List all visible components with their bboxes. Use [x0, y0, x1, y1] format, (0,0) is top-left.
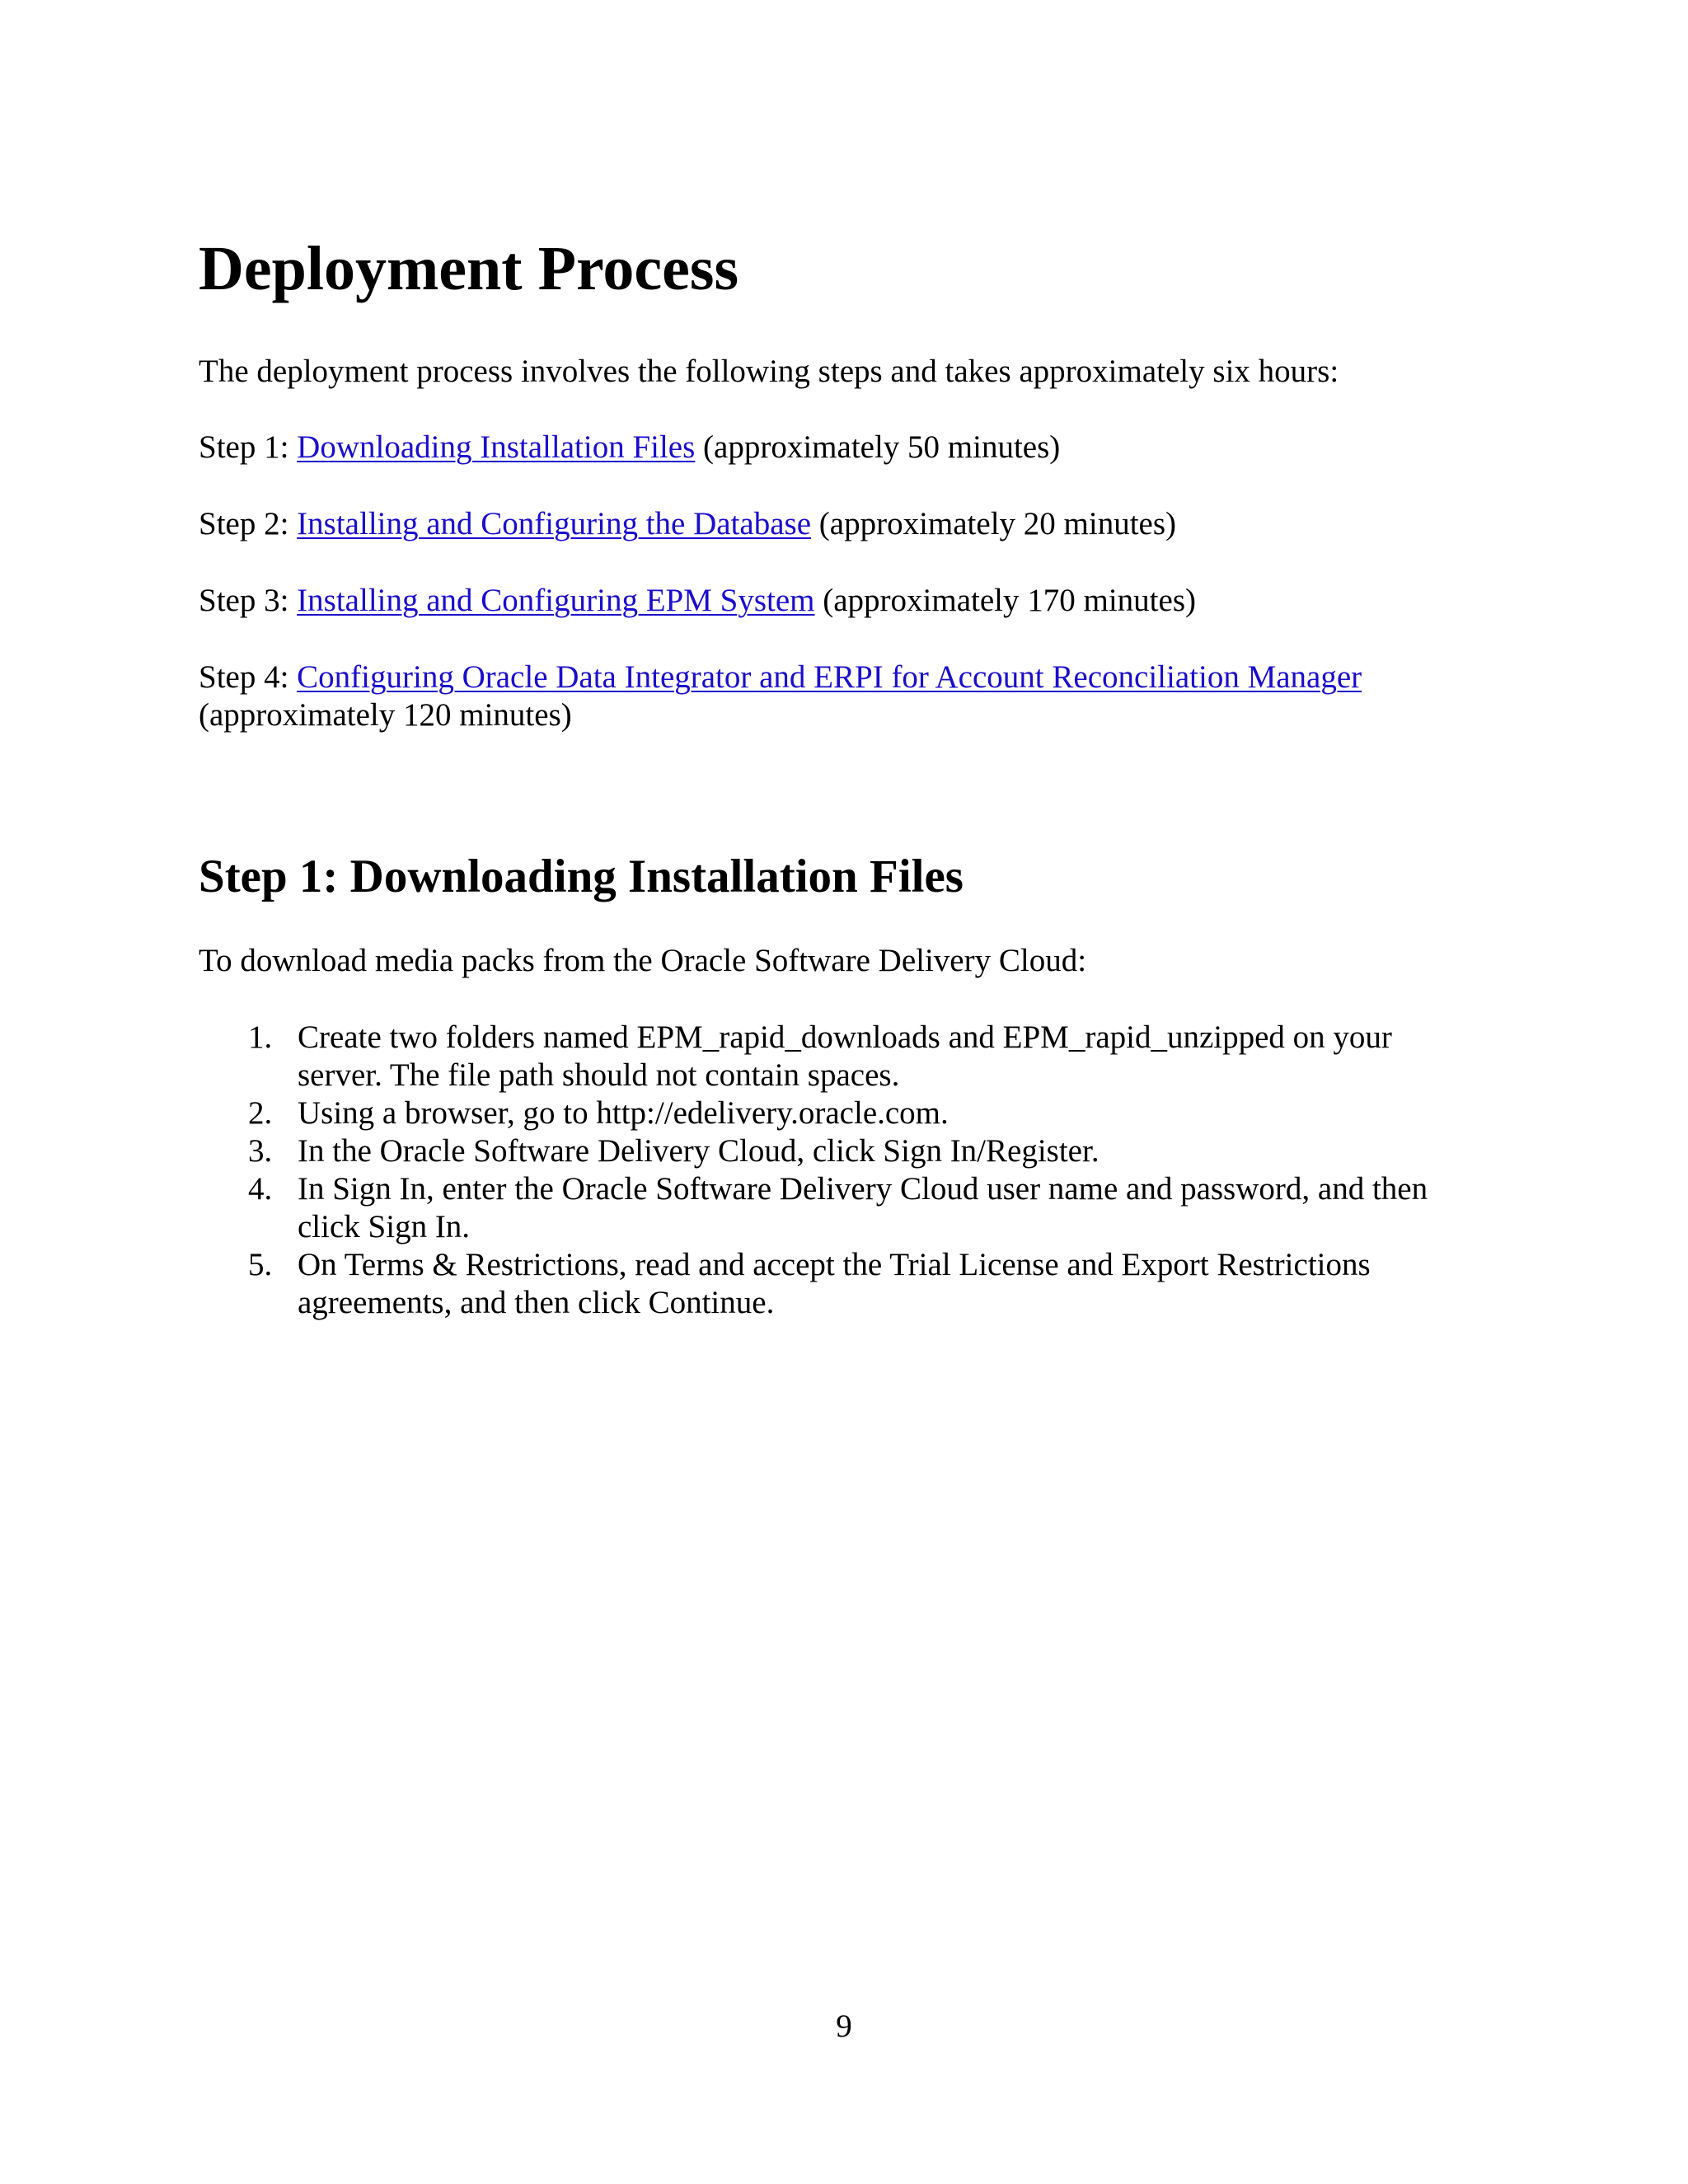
step-3-duration: (approximately 170 minutes) [814, 583, 1196, 618]
list-item-text: Create two folders named EPM_rapid_downloads and EPM_rapid_unzipped on your [298, 1019, 1392, 1055]
step-4-duration: (approximately 120 minutes) [199, 697, 572, 733]
page-number: 9 [836, 2008, 852, 2044]
list-item-number: 3. [248, 1133, 273, 1169]
list-item-text: In the Oracle Software Delivery Cloud, click Sign In/Register. [298, 1133, 1100, 1169]
step-3-link[interactable]: Installing and Configuring EPM System [297, 583, 815, 618]
list-item-text: On Terms & Restrictions, read and accept the Trial License and Export Restrictions [298, 1247, 1371, 1282]
list-item [199, 1170, 1428, 1246]
step-2-prefix: Step 2: [199, 506, 298, 541]
step-1-line [199, 429, 1060, 466]
list-item-text-continued: server. The file path should not contain spaces. [298, 1057, 900, 1093]
step-1-link[interactable]: Downloading Installation Files [297, 429, 696, 465]
section-heading: Step 1: Downloading Installation Files [199, 851, 964, 902]
step-3-line [199, 582, 1196, 620]
list-item-text-continued: click Sign In. [298, 1209, 471, 1244]
list-item [199, 1132, 1428, 1170]
list-item-number: 4. [248, 1171, 273, 1207]
step-4-prefix: Step 4: [199, 659, 298, 695]
intro-paragraph: The deployment process involves the following steps and takes approximately six hours: [199, 354, 1339, 389]
step-1-prefix: Step 1: [199, 429, 298, 465]
list-item-text-continued: agreements, and then click Continue. [298, 1285, 775, 1320]
step-4-link[interactable]: Configuring Oracle Data Integrator and ERPI for Account Reconciliation Manager [297, 659, 1362, 695]
step-2-line [199, 505, 1176, 543]
page-title: Deployment Process [199, 234, 739, 303]
step-1-duration: (approximately 50 minutes) [695, 429, 1061, 465]
list-item [199, 1246, 1428, 1322]
list-item [199, 1094, 1428, 1132]
list-item [199, 1019, 1428, 1094]
instruction-list [199, 1019, 1428, 1322]
step-4-line [199, 658, 1362, 734]
section-intro: To download media packs from the Oracle Software Delivery Cloud: [199, 943, 1087, 978]
list-item-text: Using a browser, go to http://edelivery.oracle.com. [298, 1095, 949, 1131]
list-item-number: 2. [248, 1095, 273, 1131]
step-3-prefix: Step 3: [199, 583, 298, 618]
list-item-number: 5. [248, 1247, 273, 1282]
list-item-number: 1. [248, 1019, 273, 1055]
step-2-link[interactable]: Installing and Configuring the Database [297, 506, 812, 541]
list-item-text: In Sign In, enter the Oracle Software Delivery Cloud user name and password, and then [298, 1171, 1428, 1207]
step-2-duration: (approximately 20 minutes) [811, 506, 1177, 541]
